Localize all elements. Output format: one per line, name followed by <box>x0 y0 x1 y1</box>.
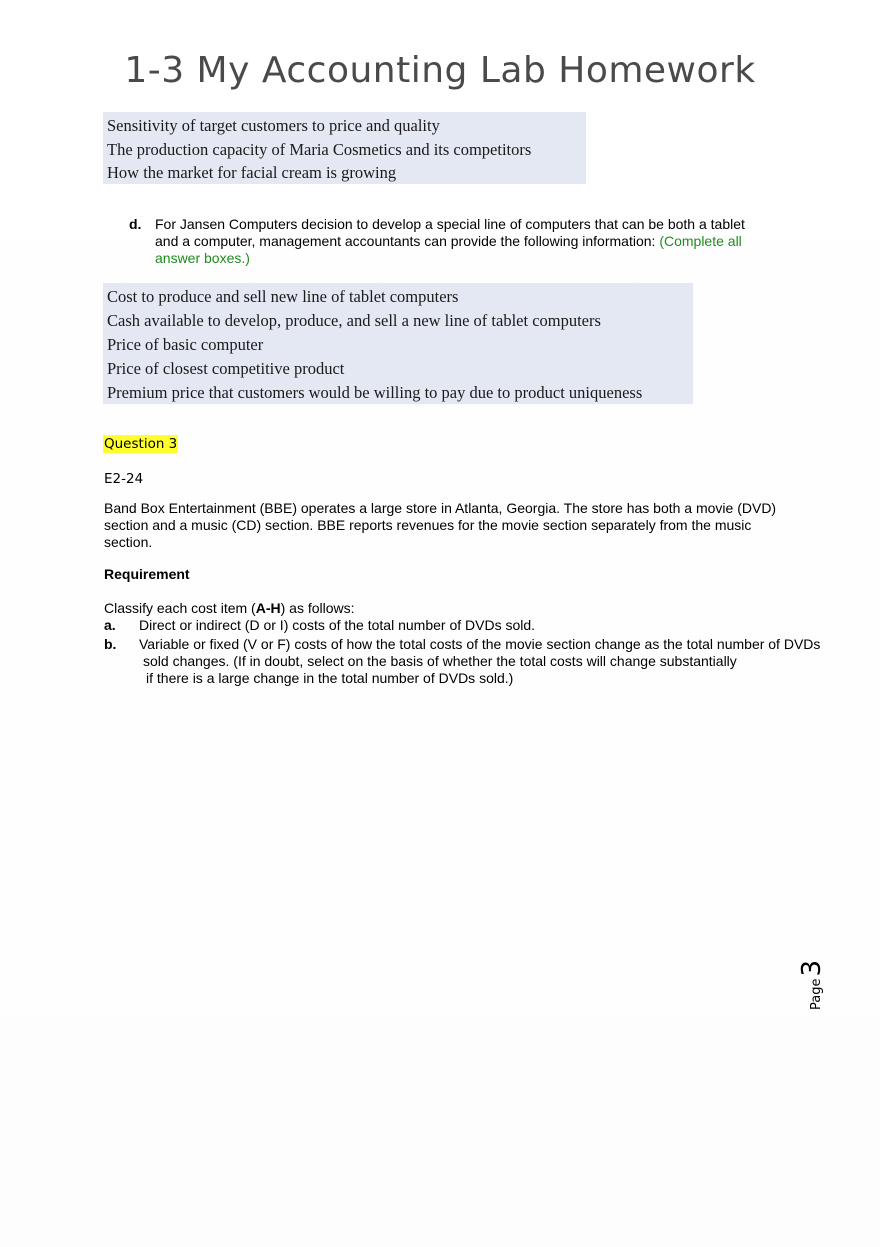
answer-list-2 <box>103 283 693 404</box>
classify-instruction <box>104 600 355 617</box>
classify-post: ) as follows: <box>280 600 355 616</box>
page-number <box>797 945 857 1025</box>
answer-list-1 <box>103 112 586 184</box>
page-label: Page <box>809 978 824 1011</box>
list-item: Cost to produce and sell new line of tablet computers <box>107 287 459 306</box>
exercise-label: E2-24 <box>104 471 144 487</box>
list-item: Price of basic computer <box>107 335 264 354</box>
classify-pre: Classify each cost item ( <box>104 600 256 616</box>
item-d-text: For Jansen Computers decision to develop a special line of computers that can be both a tablet and a computer, management accountants can provide the following information: <box>155 216 745 249</box>
list-item: Sensitivity of target customers to price and quality <box>107 116 440 135</box>
item-b-line-1: Variable or fixed (V or F) costs of how the total costs of the movie section change as the total number of DVDs <box>139 636 821 652</box>
page-number-value: 3 <box>797 959 827 977</box>
item-d <box>129 216 769 267</box>
item-a <box>104 617 535 634</box>
question-label: Question 3 <box>104 436 178 452</box>
item-d-marker: d. <box>129 216 142 232</box>
list-item: Premium price that customers would be willing to pay due to product uniqueness <box>107 383 643 402</box>
item-d-instruction: (Complete all answer boxes.) <box>155 233 742 266</box>
item-a-marker: a. <box>104 617 116 633</box>
item-b-line-2: sold changes. (If in doubt, select on the basis of whether the total costs will change substantially <box>143 653 737 669</box>
list-item: Price of closest competitive product <box>107 359 345 378</box>
item-a-text: Direct or indirect (D or I) costs of the total number of DVDs sold. <box>139 617 536 633</box>
problem-paragraph: Band Box Entertainment (BBE) operates a large store in Atlanta, Georgia. The store has both a movie (DVD) section and a music (CD) section. BBE reports revenues for the movie section separately from the music section. <box>104 500 777 550</box>
item-b-marker: b. <box>104 636 117 652</box>
item-b <box>104 636 854 687</box>
requirement-heading: Requirement <box>104 566 190 582</box>
list-item: Cash available to develop, produce, and sell a new line of tablet computers <box>107 311 601 330</box>
list-item: The production capacity of Maria Cosmetics and its competitors <box>107 139 532 159</box>
item-b-line-3: if there is a large change in the total number of DVDs sold.) <box>146 670 514 686</box>
list-item: How the market for facial cream is growing <box>107 163 397 182</box>
classify-range: A-H <box>255 600 281 616</box>
page-title: 1-3 My Accounting Lab Homework <box>124 50 756 91</box>
